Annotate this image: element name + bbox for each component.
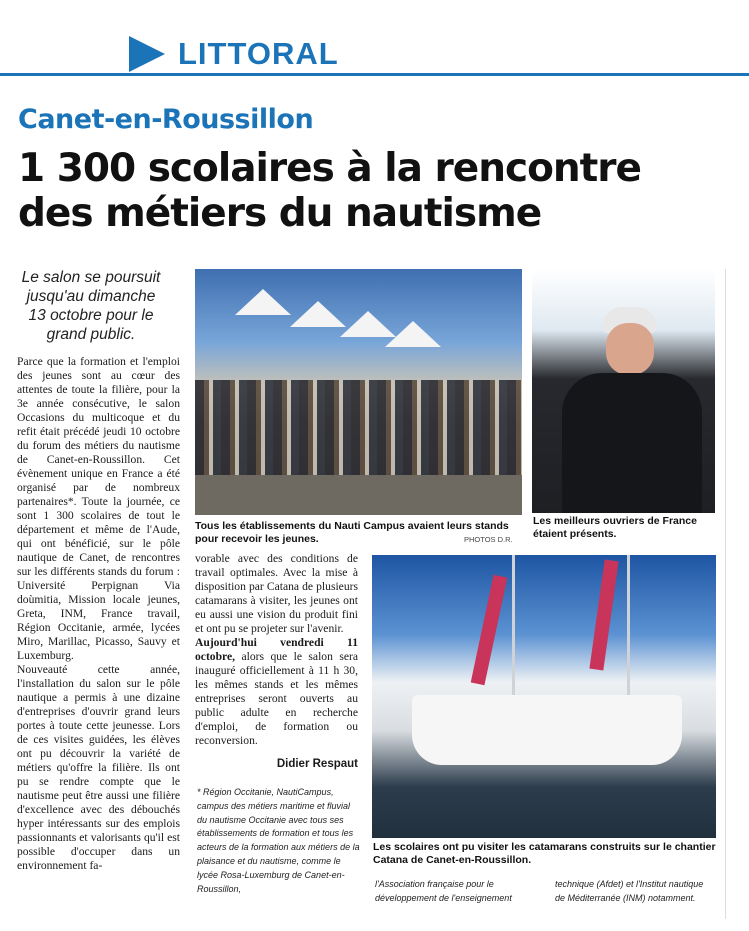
article-column-1 [17,355,180,873]
photo-credit: PHOTOS D.R. [464,535,513,544]
photo-forum-stands [195,269,522,515]
paragraph: Nouveauté cette année, l'installation du salon sur le pôle nautique a permis à une dizaine d'entreprises d'ouvrir grand leurs portes à toute cette jeunesse. Lors de ces visites guidées, les élèves ont pu découvrir la variété de métiers qu'offre la filière. Ils ont pu se rendre compte que le nautisme peut être aussi une filière d'excellence avec des débouchés hyper intéressants sur des emplois passionnants et valorisants qu'il est possible d'occuper dans un environnement fa- [17,663,180,872]
article-location: Canet-en-Roussillon [18,104,314,135]
article-standfirst: Le salon se poursuit jusqu'au dimanche 13 octobre pour le grand public. [21,269,161,343]
photo-caption-3: Les scolaires ont pu visiter les catamarans construits sur le chantier Catana de Canet-en-Roussillon. [373,841,716,866]
paragraph [195,636,358,748]
author-byline: Didier Respaut [276,758,358,770]
article-headline [18,146,718,236]
headline-line-2: des métiers du nautisme [18,191,542,236]
photo-caption-2: Les meilleurs ouvriers de France étaient présents. [533,515,697,540]
article-column-2 [195,552,358,748]
footnote-part-3: technique (Afdet) et l'Institut nautique de Méditerranée (INM) notamment. [555,879,704,903]
column-divider [725,269,726,919]
paragraph-text: alors que le salon sera inauguré officiellement à 11 h 30, les mêmes stands et les mêmes entreprises seront ouverts au public adulte en recherche d'emploi, de formation ou reconversion. [195,650,358,747]
headline-line-1: 1 300 scolaires à la rencontre [18,146,641,191]
footnote-part-2: l'Association française pour le développement de l'enseignement [375,879,512,903]
section-arrow-icon [129,36,165,72]
paragraph: Parce que la formation et l'emploi des jeunes sont au cœur des attentes de toute la filière, pour la 3e année consécutive, le salon Occasions du multicoque et du refit était précédé jeudi 10 octobre du forum des métiers du nautisme de Canet-en-Roussillon. Cet évènement unique en France a été organisé par de nombreux partenaires*. Toute la journée, ce sont 1 300 scolaires de tout le département et même de l'Aude, qui ont bénéficié, sur le pôle nautique de Canet, de rencontres sur les différents stands du forum : Université Perpignan Via doùmitia, Mission locale jeunes, Greta, INM, France travail, Région Occitanie, armée, lycées Miro, Marillac, Picasso, Sauvy et Luxemburg. [17,355,180,662]
photo-caption-1: Tous les établissements du Nauti Campus avaient leurs stands pour recevoir les jeunes. [195,520,509,545]
paragraph-lead: Aujourd'hui vendredi 11 octobre, [195,636,358,663]
footnote-part-1: * Région Occitanie, NautiCampus, campus des métiers maritime et fluvial du nautisme Occitanie avec tous ses établissements de formation et tous les acteurs de la formation aux métiers de la plaisance et du nautisme, comme le lycée Rosa-Luxemburg de Canet-en-Roussillon, [197,787,360,894]
paragraph: vorable avec des conditions de travail optimales. Avec la mise à disposition par Catana de plusieurs catamarans à visiter, les jeunes ont eu aussi une vision du produit fini et ont pu se projeter sur l'avenir. [195,552,358,635]
photo-catamarans [372,555,716,838]
photo-chef [532,269,715,513]
header-rule [0,73,749,76]
section-title: LITTORAL [178,36,339,71]
